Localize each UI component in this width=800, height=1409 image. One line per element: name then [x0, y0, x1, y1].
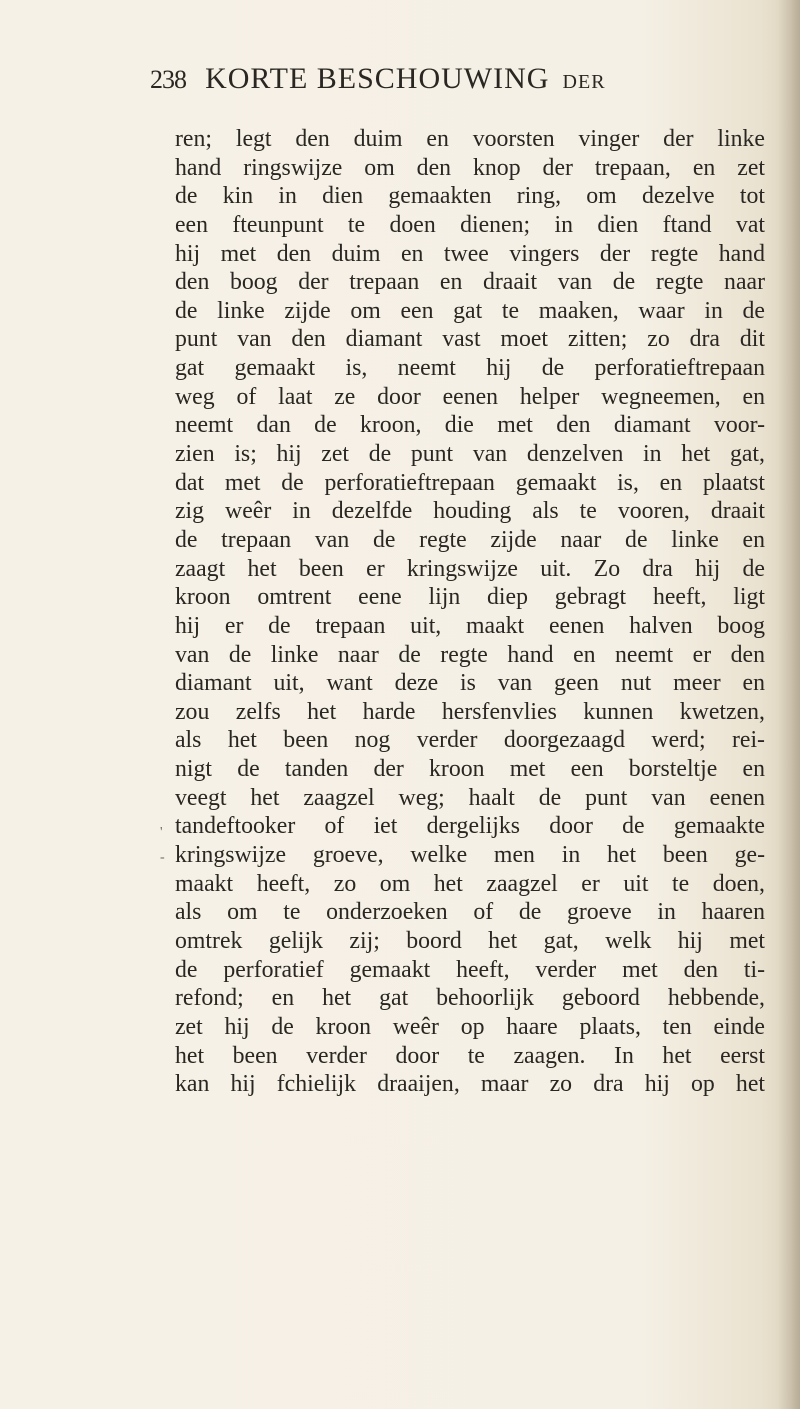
text-line: gat gemaakt is, neemt hij de perforatieftrepaan — [175, 355, 765, 382]
text-line: de perforatief gemaakt heeft, verder met den ti- — [175, 956, 765, 983]
text-line: tandeftooker of iet dergelijks door de gemaakte — [175, 813, 765, 840]
text-line: den boog der trepaan en draait van de regte naar — [175, 269, 765, 296]
text-line: zet hij de kroon weêr op haare plaats, ten einde — [175, 1013, 765, 1040]
text-line: een fteunpunt te doen dienen; in dien ftand vat — [175, 211, 765, 238]
running-header — [150, 62, 750, 102]
text-line: neemt dan de kroon, die met den diamant voor- — [175, 412, 765, 439]
text-line: de kin in dien gemaakten ring, om dezelve tot — [175, 183, 765, 210]
text-line: zou zelfs het harde hersfenvlies kunnen kwetzen, — [175, 698, 765, 725]
body-text — [175, 125, 765, 1099]
text-line: kroon omtrent eene lijn diep gebragt heeft, ligt — [175, 584, 765, 611]
text-line: ren; legt den duim en voorsten vinger der linke — [175, 126, 765, 152]
text-line: nigt de tanden der kroon met een borsteltje en — [175, 756, 765, 783]
text-line: hij er de trepaan uit, maakt eenen halven boog — [175, 612, 765, 639]
text-line: zaagt het been er kringswijze uit. Zo dra hij de — [175, 555, 765, 582]
text-line: veegt het zaagzel weg; haalt de punt van eenen — [175, 784, 765, 811]
text-line: zien is; hij zet de punt van denzelven in het gat, — [175, 441, 765, 468]
text-line: refond; en het gat behoorlijk geboord hebbende, — [175, 985, 765, 1012]
text-line: hand ringswijze om den knop der trepaan, en zet — [175, 154, 765, 181]
text-line: hij met den duim en twee vingers der regte hand — [175, 240, 765, 267]
text-line: omtrek gelijk zij; boord het gat, welk hij met — [175, 927, 765, 954]
text-line: het been verder door te zaagen. In het eerst — [175, 1042, 765, 1069]
text-line: als het been nog verder doorgezaagd werd; rei- — [175, 727, 765, 754]
text-line: kringswijze groeve, welke men in het been ge- — [175, 842, 765, 869]
running-title-suffix: DER — [562, 71, 606, 93]
running-title: KORTE BESCHOUWING — [205, 62, 550, 95]
text-line: maakt heeft, zo om het zaagzel er uit te doen, — [175, 870, 765, 897]
margin-mark: ' — [160, 825, 163, 840]
text-line: de trepaan van de regte zijde naar de linke en — [175, 526, 765, 553]
text-line: van de linke naar de regte hand en neemt er den — [175, 641, 765, 668]
text-line: diamant uit, want deze is van geen nut meer en — [175, 670, 765, 697]
text-line: dat met de perforatieftrepaan gemaakt is, en plaatst — [175, 469, 765, 496]
text-line: punt van den diamant vast moet zitten; zo dra dit — [175, 326, 765, 353]
page-number: 238 — [150, 65, 186, 94]
margin-mark: - — [160, 850, 165, 865]
text-line: de linke zijde om een gat te maaken, waar in de — [175, 297, 765, 324]
text-line: weg of laat ze door eenen helper wegneemen, en — [175, 383, 765, 410]
page-fold-shadow — [778, 0, 800, 1409]
text-line: zig weêr in dezelfde houding als te vooren, draait — [175, 498, 765, 525]
text-line: als om te onderzoeken of de groeve in haaren — [175, 899, 765, 926]
text-line: kan hij fchielijk draaijen, maar zo dra hij op het — [175, 1071, 765, 1098]
